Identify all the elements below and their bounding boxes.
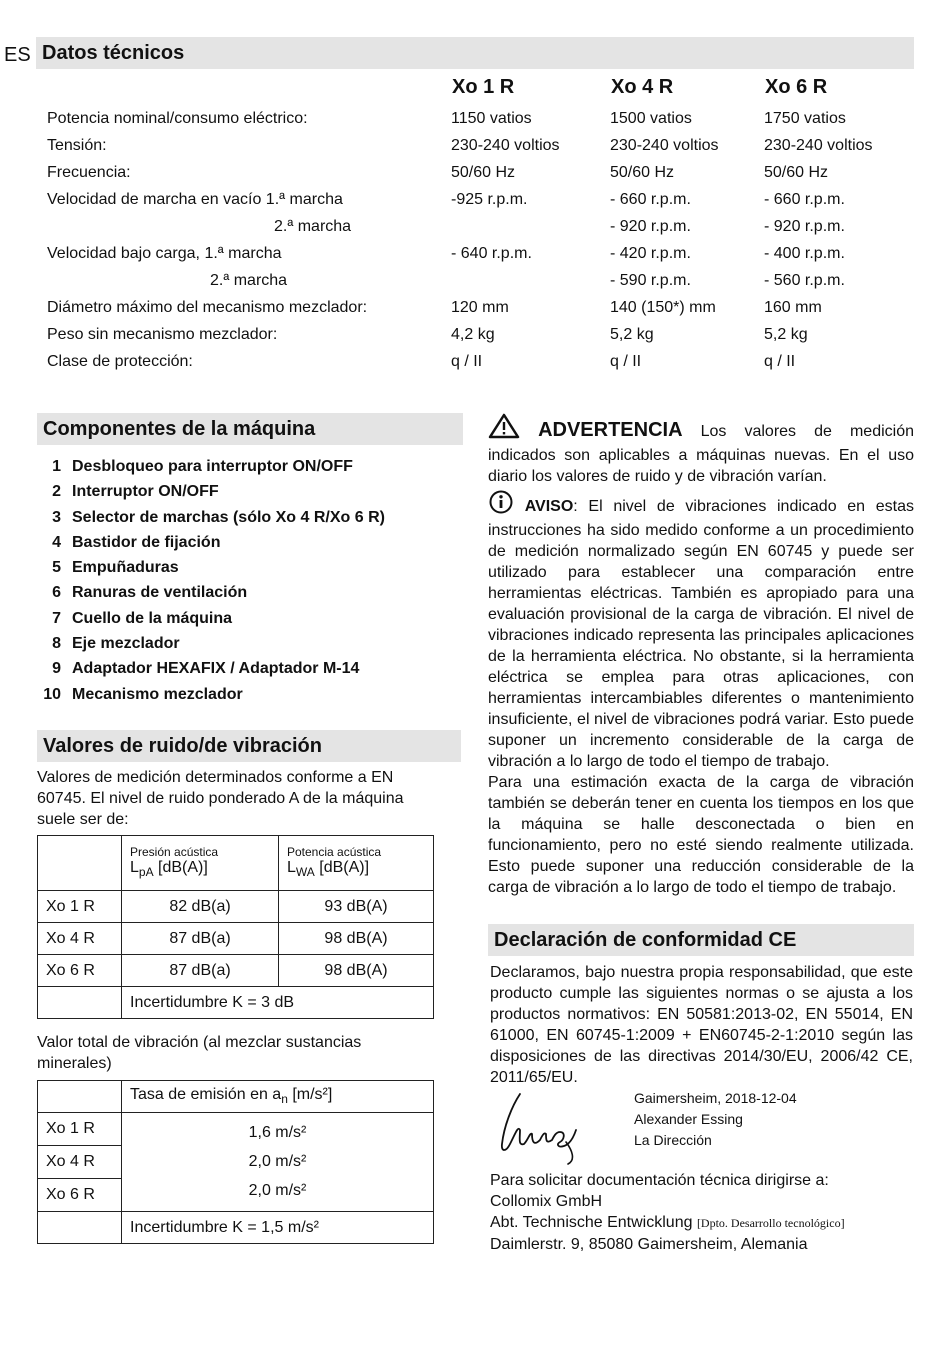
model-header-1: Xo 1 R: [452, 76, 515, 98]
spec-value-xo1: - 640 r.p.m.: [451, 245, 532, 262]
spec-value-xo4: 5,2 kg: [610, 326, 654, 343]
table-row: [38, 1113, 434, 1212]
vibration-value: 1,6 m/s²: [248, 1124, 307, 1141]
spec-value-xo6: - 660 r.p.m.: [764, 191, 845, 208]
table-row: [38, 891, 434, 923]
power-label: Potencia acústica: [287, 845, 382, 859]
spec-value-xo1: q / II: [451, 353, 483, 370]
warning-block: [488, 413, 914, 487]
notice-text: : El nivel de vibraciones indicado en estas instrucciones ha sido medido conforme a un procedimiento de medición normalizado según EN 60745 y puede ser utilizado para establecer una comparación entre herramientas eléctricas. También es apropiado para una evaluación provisional de la carga de vibración. El nivel de vibraciones indicado representa las principales aplicaciones de la herramienta eléctrica. No obstante, si la herramienta eléctrica se emplea para otras aplicaciones, con herramientas intercambiables diferentes o mantenimiento insuficiente, el nivel de vibraciones podrá variar. Esto puede suponer un incremento considerable de la carga de vibración a lo largo de todo el tiempo de trabajo.: [488, 498, 914, 770]
empty-cell: [38, 1081, 122, 1113]
notice-block: [488, 490, 914, 772]
warning-title: ADVERTENCIA: [538, 419, 683, 441]
item-number: 4: [52, 533, 61, 551]
model-cell: Xo 6 R: [38, 955, 122, 987]
noise-table: [37, 835, 434, 1019]
power-header: [279, 836, 434, 891]
spec-label: Velocidad bajo carga, 1.ª marcha: [47, 245, 282, 262]
power-value: 93 dB(A): [279, 891, 434, 923]
spec-row: [47, 348, 927, 375]
model-cell: Xo 4 R: [38, 1146, 121, 1179]
spec-value-xo1: 230-240 voltios: [451, 137, 560, 154]
list-item: [37, 479, 457, 504]
language-label: ES: [4, 44, 31, 66]
uncertainty-cell: Incertidumbre K = 1,5 m/s²: [122, 1212, 434, 1244]
signatory-name: Alexander Essing: [634, 1111, 743, 1127]
item-label: Mecanismo mezclador: [72, 685, 243, 703]
list-item: [37, 606, 457, 631]
spec-value-xo1: -925 r.p.m.: [451, 191, 528, 208]
spec-value-xo6: 1750 vatios: [764, 110, 846, 127]
spec-row: [47, 105, 927, 132]
list-item: [37, 555, 457, 580]
spec-value-xo4: - 420 r.p.m.: [610, 245, 691, 262]
list-item: [37, 530, 457, 555]
list-item: [37, 656, 457, 681]
doc-request: Para solicitar documentación técnica dirigirse a:: [490, 1172, 829, 1189]
table-row: [38, 987, 434, 1019]
model-column: [38, 1113, 122, 1212]
spec-row: [47, 240, 927, 267]
noise-intro: Valores de medición determinados conforme a EN 60745. El nivel de ruido ponderado A de la máquina suele ser de:: [37, 769, 404, 828]
table-row: [38, 1212, 434, 1244]
spec-label: Potencia nominal/consumo eléctrico:: [47, 110, 308, 127]
warning-triangle-icon: [488, 413, 520, 445]
spec-label: Frecuencia:: [47, 164, 131, 181]
signatory-block: [634, 1088, 797, 1151]
spec-value-xo4: - 590 r.p.m.: [610, 272, 691, 289]
empty-cell: [38, 987, 122, 1019]
item-number: 6: [52, 584, 61, 602]
item-label: Eje mezclador: [72, 635, 180, 653]
list-item: [37, 505, 457, 530]
components-title: Componentes de la máquina: [37, 413, 463, 445]
spec-label: Peso sin mecanismo mezclador:: [47, 326, 278, 343]
contact-block: [490, 1170, 913, 1255]
item-number: 5: [52, 559, 61, 577]
uncertainty-cell: Incertidumbre K = 3 dB: [122, 987, 434, 1019]
warning-text: Los valores de medición indicados son aplicables a máquinas nuevas. En el uso diario los valores de ruido y de vibración varían.: [488, 423, 915, 485]
info-icon: [488, 490, 514, 520]
declaration-text: Declaramos, bajo nuestra propia responsabilidad, que este producto cumple las siguientes normas o se ajusta a los productos normativos: EN 50581:2013-02, EN 55014, EN 61000, EN 60745-1:2009 + EN60745-2-1:2010 según las disposiciones de las directivas 2014/30/EU, 2006/42 CE, 2011/65/EU.: [490, 964, 913, 1086]
table-row: [38, 836, 434, 891]
list-item: [37, 631, 457, 656]
item-number: 2: [52, 483, 61, 501]
unit: [dB(A)]: [153, 859, 208, 876]
vibration-intro: Valor total de vibración (al mezclar sustancias minerales): [37, 1034, 362, 1072]
list-item: [37, 454, 457, 479]
spec-row: [47, 132, 927, 159]
spec-value-xo6: 5,2 kg: [764, 326, 808, 343]
item-number: 9: [52, 660, 61, 678]
pressure-label: Presión acústica: [130, 845, 219, 859]
table-row: [38, 1081, 434, 1113]
spec-value-xo6: 160 mm: [764, 299, 822, 316]
item-number: 8: [52, 635, 61, 653]
item-label: Bastidor de fijación: [72, 533, 221, 551]
spec-row: [47, 321, 927, 348]
spec-value-xo6: q / II: [764, 353, 796, 370]
pressure-header: [122, 836, 279, 891]
spec-value-xo1: 120 mm: [451, 299, 509, 316]
model-cell: Xo 1 R: [38, 891, 122, 923]
subscript: n: [281, 1092, 288, 1107]
signature-image: [494, 1086, 594, 1171]
spec-label: Tensión:: [47, 137, 107, 154]
spec-row: [47, 294, 927, 321]
signatory-role: La Dirección: [634, 1132, 712, 1148]
item-label: Adaptador HEXAFIX / Adaptador M-14: [72, 660, 360, 678]
subscript: pA: [138, 865, 154, 880]
department-name: Abt. Technische Entwicklung: [490, 1214, 693, 1231]
item-label: Empuñaduras: [72, 559, 179, 577]
model-header-2: Xo 4 R: [611, 76, 674, 98]
model-cell: Xo 1 R: [38, 1113, 121, 1146]
spec-value-xo4: - 920 r.p.m.: [610, 218, 691, 235]
spec-label: 2.ª marcha: [210, 272, 288, 289]
declaration-title: Declaración de conformidad CE: [488, 924, 914, 956]
model-cell: Xo 4 R: [38, 923, 122, 955]
place-date: Gaimersheim, 2018-12-04: [634, 1090, 797, 1106]
pressure-value: 87 dB(a): [122, 955, 279, 987]
symbol: L: [287, 859, 296, 876]
spec-value-xo1: 50/60 Hz: [451, 164, 516, 181]
item-label: Ranuras de ventilación: [72, 584, 248, 602]
company-name: Collomix GmbH: [490, 1193, 603, 1210]
pressure-unit: [130, 859, 270, 879]
noise-title: Valores de ruido/de vibración: [37, 730, 461, 762]
notice-text-2: Para una estimación exacta de la carga de vibración también se deberán tener en cuenta los tiempos en los que la máquina se halle desconectada o bien en funcionamiento, pero no esté siendo realmente utilizada. Esto puede suponer una reducción considerable de la carga de vibración a lo largo de todo el tiempo de trabajo.: [488, 774, 914, 896]
spec-row: [47, 186, 927, 213]
spec-row: [47, 159, 927, 186]
spec-value-xo4: q / II: [610, 353, 642, 370]
item-label: Interruptor ON/OFF: [72, 483, 219, 501]
pressure-value: 87 dB(a): [122, 923, 279, 955]
spec-value-xo6: - 560 r.p.m.: [764, 272, 845, 289]
spec-value-xo6: 230-240 voltios: [764, 137, 873, 154]
spec-value-xo6: 50/60 Hz: [764, 164, 829, 181]
item-label: Desbloqueo para interruptor ON/OFF: [72, 458, 353, 475]
vibration-value: 2,0 m/s²: [248, 1153, 307, 1170]
spec-value-xo6: - 920 r.p.m.: [764, 218, 845, 235]
vibration-table: [37, 1080, 434, 1244]
power-value: 98 dB(A): [279, 923, 434, 955]
model-header-3: Xo 6 R: [765, 76, 828, 98]
spec-value-xo4: 1500 vatios: [610, 110, 692, 127]
address: Daimlerstr. 9, 85080 Gaimersheim, Alemania: [490, 1236, 808, 1253]
spec-value-xo1: 1150 vatios: [451, 110, 532, 127]
empty-cell: [38, 1212, 122, 1244]
spec-value-xo1: 4,2 kg: [451, 326, 495, 343]
spec-label: Velocidad de marcha en vacío 1.ª marcha: [47, 191, 343, 208]
header-text: Tasa de emisión en a: [130, 1086, 282, 1104]
unit: [dB(A)]: [314, 859, 370, 876]
spec-value-xo4: 50/60 Hz: [610, 164, 675, 181]
item-label: Cuello de la máquina: [72, 609, 233, 627]
spec-label: 2.ª marcha: [274, 218, 352, 235]
spec-value-xo4: - 660 r.p.m.: [610, 191, 691, 208]
spec-row: [47, 213, 927, 240]
spec-label: Clase de protección:: [47, 353, 193, 370]
power-unit: [287, 859, 425, 879]
subscript: WA: [295, 865, 315, 880]
item-number: 7: [52, 609, 61, 627]
power-value: 98 dB(A): [279, 955, 434, 987]
tech-data-title: Datos técnicos: [36, 37, 914, 69]
item-number: 1: [52, 458, 61, 475]
components-list: [37, 454, 457, 707]
symbol: L: [130, 859, 139, 876]
item-number: 10: [43, 685, 61, 703]
list-item: [37, 682, 457, 707]
department: [490, 1212, 913, 1234]
spec-value-xo4: 140 (150*) mm: [610, 299, 716, 316]
vibration-values: [122, 1113, 434, 1212]
item-number: 3: [52, 508, 61, 526]
pressure-value: 82 dB(a): [122, 891, 279, 923]
table-row: [38, 955, 434, 987]
department-translation: [Dpto. Desarrollo tecnológico]: [696, 1216, 845, 1230]
item-label: Selector de marchas (sólo Xo 4 R/Xo 6 R): [72, 508, 385, 526]
unit: [m/s²]: [287, 1086, 333, 1104]
notice-title: AVISO: [524, 498, 574, 515]
table-row: [38, 923, 434, 955]
vibration-value: 2,0 m/s²: [248, 1182, 307, 1199]
model-cell: Xo 6 R: [46, 1186, 95, 1203]
spec-value-xo6: - 400 r.p.m.: [764, 245, 845, 262]
spec-row: [47, 267, 927, 294]
empty-cell: [38, 836, 122, 891]
emission-header: [122, 1081, 434, 1113]
spec-value-xo4: 230-240 voltios: [610, 137, 719, 154]
list-item: [37, 580, 457, 605]
spec-label: Diámetro máximo del mecanismo mezclador:: [47, 299, 368, 316]
